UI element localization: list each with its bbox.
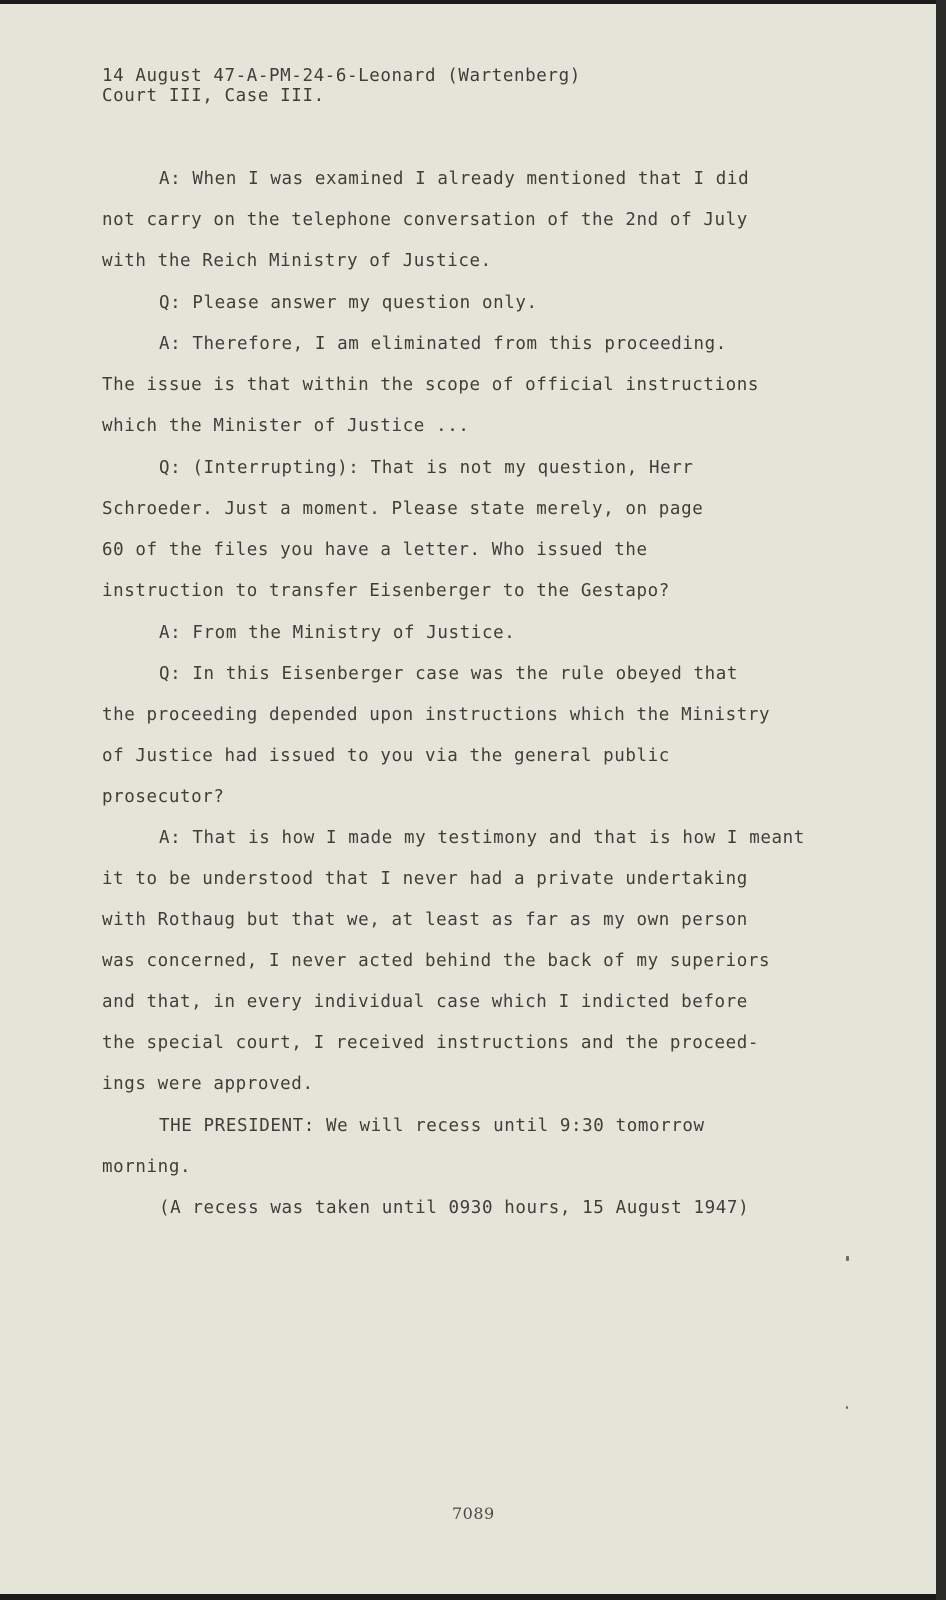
transcript-line: not carry on the telephone conversation of the 2nd of July bbox=[102, 210, 748, 230]
transcript-line: Q: (Interrupting): That is not my question, Herr bbox=[159, 458, 694, 478]
transcript-line: with the Reich Ministry of Justice. bbox=[102, 251, 492, 271]
transcript-line: Q: In this Eisenberger case was the rule obeyed that bbox=[159, 664, 739, 684]
transcript-line: the proceeding depended upon instructions which the Ministry bbox=[102, 705, 771, 725]
page-number: 7089 bbox=[452, 1504, 495, 1523]
transcript-line: Schroeder. Just a moment. Please state merely, on page bbox=[102, 499, 704, 519]
transcript-line: The issue is that within the scope of official instructions bbox=[102, 375, 760, 395]
transcript-line: with Rothaug but that we, at least as far as my own person bbox=[102, 910, 748, 930]
document-header bbox=[102, 66, 581, 106]
ink-speck bbox=[846, 1256, 849, 1261]
header-line-2: Court III, Case III. bbox=[102, 86, 325, 106]
transcript-line: A: Therefore, I am eliminated from this proceeding. bbox=[159, 334, 727, 354]
transcript-line: Q: Please answer my question only. bbox=[159, 293, 538, 313]
transcript-line: THE PRESIDENT: We will recess until 9:30 tomorrow bbox=[159, 1116, 705, 1136]
transcript-line: instruction to transfer Eisenberger to the Gestapo? bbox=[102, 581, 670, 601]
document-page bbox=[0, 4, 936, 1594]
ink-speck bbox=[846, 1406, 848, 1409]
transcript-line: 60 of the files you have a letter. Who issued the bbox=[102, 540, 648, 560]
transcript-line: the special court, I received instructions and the proceed- bbox=[102, 1033, 760, 1053]
transcript-line: which the Minister of Justice ... bbox=[102, 416, 470, 436]
transcript-line: (A recess was taken until 0930 hours, 15 August 1947) bbox=[159, 1198, 750, 1218]
transcript-line: A: That is how I made my testimony and that is how I meant bbox=[159, 828, 805, 848]
transcript-line: of Justice had issued to you via the general public bbox=[102, 746, 670, 766]
transcript-line: was concerned, I never acted behind the back of my superiors bbox=[102, 951, 771, 971]
transcript-line: ings were approved. bbox=[102, 1074, 314, 1094]
transcript-line: prosecutor? bbox=[102, 787, 225, 807]
scan-edge bbox=[936, 0, 946, 1600]
transcript-line: it to be understood that I never had a private undertaking bbox=[102, 869, 748, 889]
header-line-1: 14 August 47-A-PM-24-6-Leonard (Wartenberg) bbox=[102, 66, 581, 86]
transcript-line: A: When I was examined I already mentioned that I did bbox=[159, 169, 750, 189]
transcript-line: and that, in every individual case which I indicted before bbox=[102, 992, 748, 1012]
transcript-line: morning. bbox=[102, 1157, 192, 1177]
transcript-line: A: From the Ministry of Justice. bbox=[159, 623, 516, 643]
